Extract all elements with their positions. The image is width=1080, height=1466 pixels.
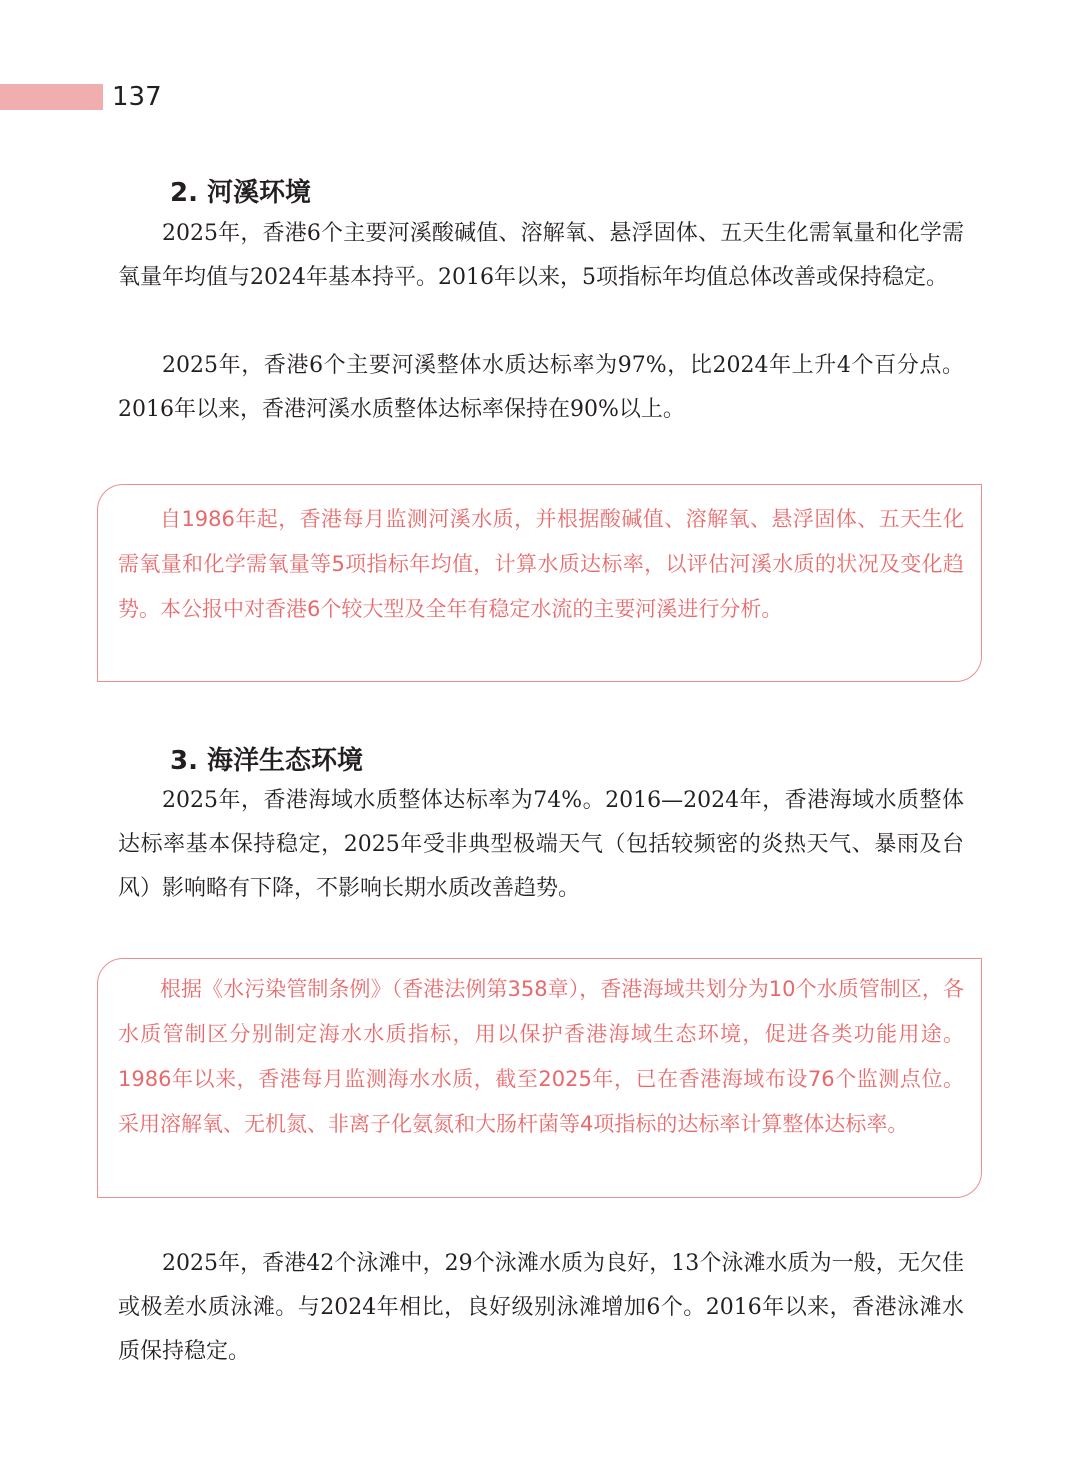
marine-paragraph-1: 2025年，香港海域水质整体达标率为74%。2016—2024年，香港海域水质整体达标率基本保持稳定，2025年受非典型极端天气（包括较频密的炎热天气、暴雨及台风）影响略有下降，不影响长期水质改善趋势。: [118, 788, 964, 901]
marine-note-text: 根据《水污染管制条例》（香港法例第358章），香港海域共划分为10个水质管制区，各水质管制区分别制定海水水质指标，用以保护香港海域生态环境，促进各类功能用途。1986年以来，香港每月监测海水水质，截至2025年，已在香港海域布设76个监测点位。采用溶解氧、无机氮、非离子化氨氮和大肠杆菌等4项指标的达标率计算整体达标率。: [118, 977, 964, 1136]
section-heading-marine: 3. 海洋生态环境: [170, 746, 364, 776]
river-note-text: 自1986年起，香港每月监测河溪水质，并根据酸碱值、溶解氧、悬浮固体、五天生化需氧量和化学需氧量等5项指标年均值，计算水质达标率，以评估河溪水质的状况及变化趋势。本公报中对香港6个较大型及全年有稳定水流的主要河溪进行分析。: [118, 507, 964, 621]
river-paragraph-2: 2025年，香港6个主要河溪整体水质达标率为97%，比2024年上升4个百分点。2016年以来，香港河溪水质整体达标率保持在90%以上。: [118, 353, 964, 422]
beach-paragraph: 2025年，香港42个泳滩中，29个泳滩水质为良好，13个泳滩水质为一般，无欠佳或极差水质泳滩。与2024年相比，良好级别泳滩增加6个。2016年以来，香港泳滩水质保持稳定。: [118, 1251, 964, 1364]
river-paragraph-1: 2025年，香港6个主要河溪酸碱值、溶解氧、悬浮固体、五天生化需氧量和化学需氧量年均值与2024年基本持平。2016年以来，5项指标年均值总体改善或保持稳定。: [118, 221, 964, 290]
page-number: 137: [112, 82, 162, 112]
section-heading-river: 2. 河溪环境: [170, 178, 312, 208]
page-accent-bar: [0, 84, 103, 110]
